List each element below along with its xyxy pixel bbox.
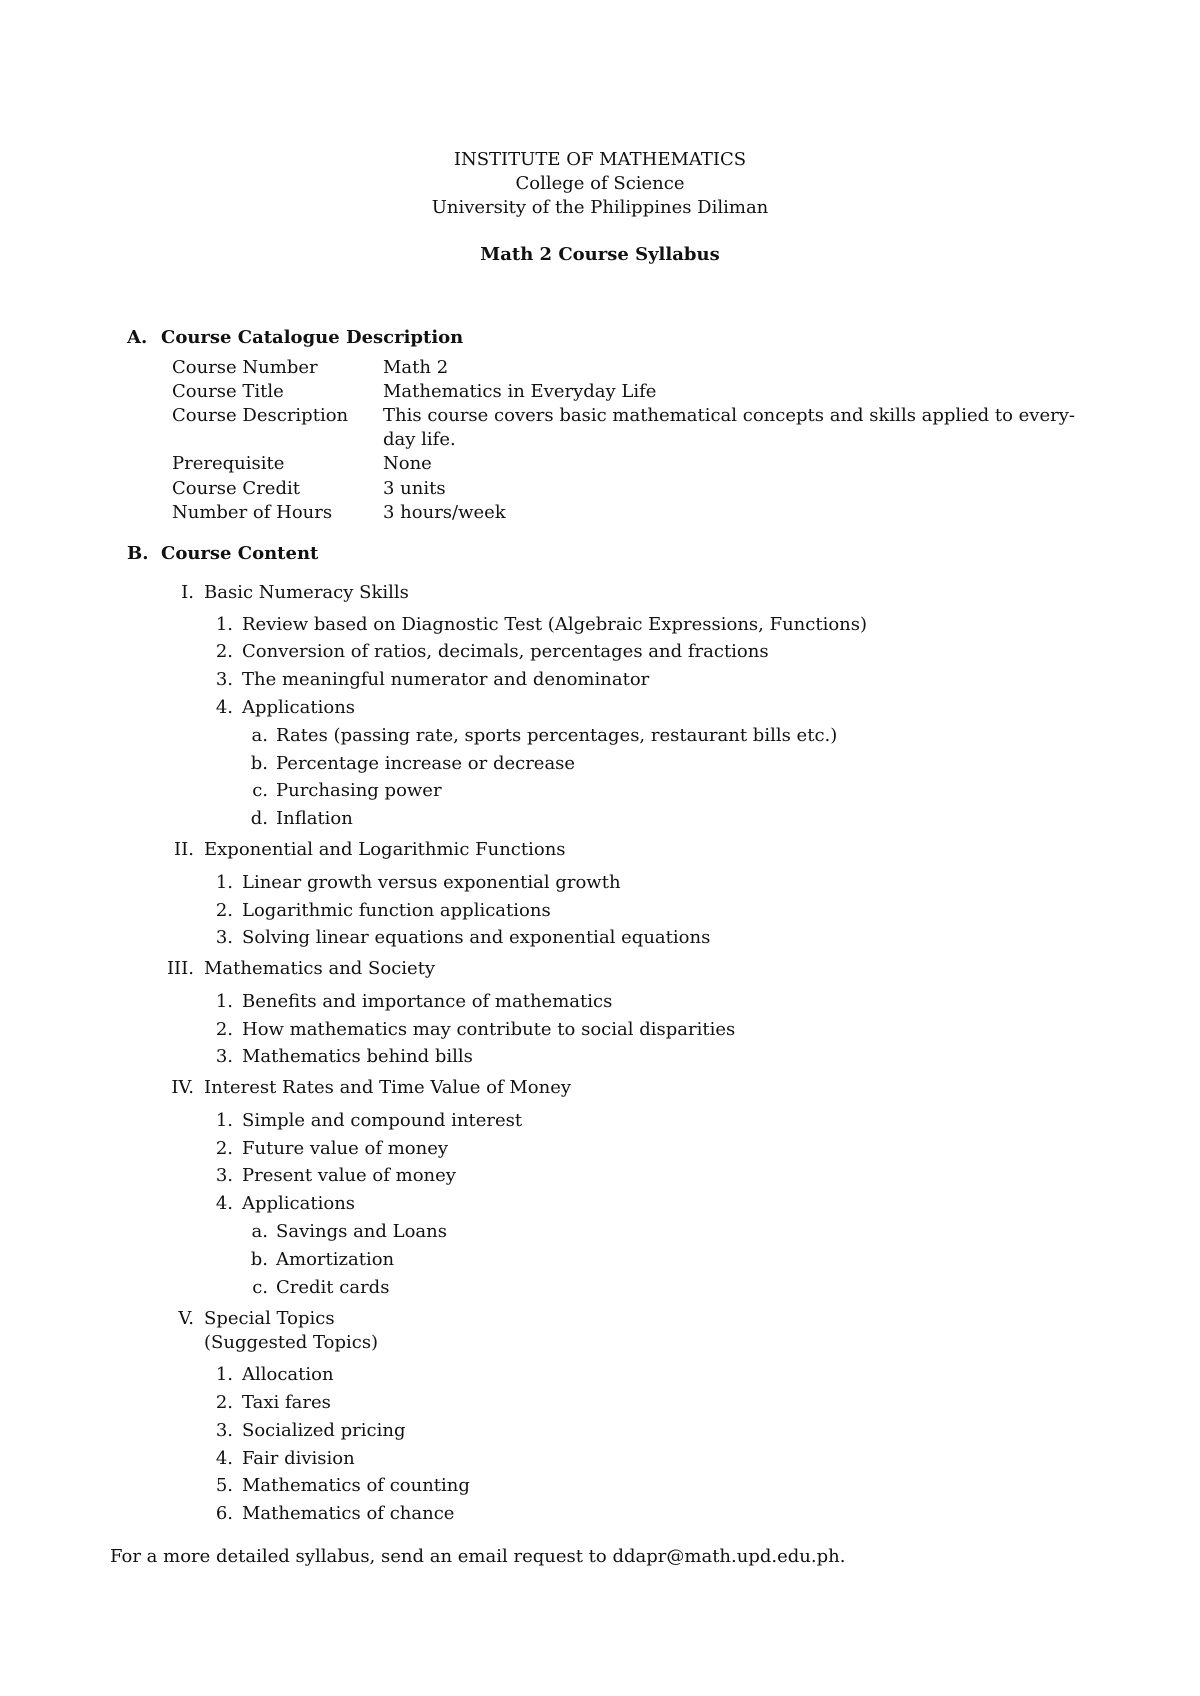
topic-numeral: I. [181, 582, 194, 603]
topic-subtitle: (Suggested Topics) [204, 1332, 379, 1353]
sub-list-item: Inflation [276, 808, 353, 829]
row-value: 3 hours/week [383, 502, 506, 523]
sub-list-item: Percentage increase or decrease [276, 753, 576, 774]
list-item: Benefits and importance of mathematics [242, 991, 613, 1012]
item-number: 1. [215, 614, 233, 635]
item-number: 3. [215, 669, 233, 690]
row-label: Course Title [172, 381, 284, 402]
list-item: Fair division [242, 1448, 355, 1469]
item-number: 2. [215, 900, 233, 921]
list-item: Mathematics behind bills [242, 1046, 473, 1067]
topic-title: Interest Rates and Time Value of Money [204, 1077, 572, 1098]
section-a-heading: Course Catalogue Description [161, 327, 464, 348]
list-item: Applications [242, 1193, 356, 1214]
list-item: The meaningful numerator and denominator [242, 669, 650, 690]
item-number: 6. [215, 1503, 233, 1524]
institute-name: INSTITUTE OF MATHEMATICS [453, 149, 747, 170]
item-number: 3. [215, 1420, 233, 1441]
item-number: 4. [215, 1193, 233, 1214]
section-a-letter: A. [127, 327, 148, 348]
section-b-heading: Course Content [161, 543, 319, 564]
list-item: Logarithmic function applications [242, 900, 551, 921]
subitem-letter: b. [250, 753, 268, 774]
row-value: 3 units [383, 478, 446, 499]
topic-title: Basic Numeracy Skills [204, 582, 409, 603]
section-b-letter: B. [127, 543, 149, 564]
row-label: Course Number [172, 357, 318, 378]
item-number: 1. [215, 1364, 233, 1385]
row-value: This course covers basic mathematical concepts and skills applied to every- [383, 405, 1075, 426]
document-title: Math 2 Course Syllabus [480, 244, 720, 265]
list-item: Taxi fares [242, 1392, 331, 1413]
item-number: 2. [215, 1392, 233, 1413]
footer-suffix: . [839, 1546, 846, 1567]
list-item: Review based on Diagnostic Test (Algebraic Expressions, Functions) [242, 614, 868, 635]
topic-numeral: III. [166, 958, 194, 979]
list-item: Mathematics of chance [242, 1503, 455, 1524]
subitem-letter: b. [250, 1249, 268, 1270]
item-number: 3. [215, 927, 233, 948]
college-name: College of Science [515, 173, 685, 194]
row-label: Prerequisite [172, 453, 285, 474]
sub-list-item: Purchasing power [276, 780, 442, 801]
list-item: Mathematics of counting [242, 1475, 470, 1496]
list-item: Socialized pricing [242, 1420, 406, 1441]
item-number: 1. [215, 1110, 233, 1131]
footer-note [110, 1548, 845, 1566]
list-item: Present value of money [242, 1165, 456, 1186]
subitem-letter: a. [251, 1221, 268, 1242]
list-item: Future value of money [242, 1138, 449, 1159]
topic-numeral: V. [178, 1308, 194, 1329]
list-item: Conversion of ratios, decimals, percentages and fractions [242, 641, 769, 662]
sub-list-item: Amortization [276, 1249, 395, 1270]
sub-list-item: Savings and Loans [276, 1221, 447, 1242]
university-name: University of the Philippines Diliman [431, 197, 769, 218]
topic-numeral: II. [174, 839, 194, 860]
item-number: 2. [215, 1019, 233, 1040]
item-number: 4. [215, 1448, 233, 1469]
subitem-letter: d. [250, 808, 268, 829]
topic-numeral: IV. [171, 1077, 194, 1098]
row-label: Course Description [172, 405, 349, 426]
item-number: 5. [215, 1475, 233, 1496]
item-number: 2. [215, 641, 233, 662]
row-value: Mathematics in Everyday Life [383, 381, 657, 402]
subitem-letter: a. [251, 725, 268, 746]
sub-list-item: Rates (passing rate, sports percentages, restaurant bills etc.) [276, 725, 838, 746]
subitem-letter: c. [252, 1277, 268, 1298]
row-label: Number of Hours [172, 502, 333, 523]
list-item: Solving linear equations and exponential equations [242, 927, 711, 948]
item-number: 3. [215, 1165, 233, 1186]
item-number: 1. [215, 991, 233, 1012]
topic-title: Exponential and Logarithmic Functions [204, 839, 566, 860]
subitem-letter: c. [252, 780, 268, 801]
row-value: Math 2 [383, 357, 449, 378]
item-number: 4. [215, 697, 233, 718]
topic-title: Mathematics and Society [204, 958, 436, 979]
row-value-continued: day life. [383, 429, 456, 450]
list-item: How mathematics may contribute to social disparities [242, 1019, 736, 1040]
list-item: Applications [242, 697, 356, 718]
row-value: None [383, 453, 432, 474]
sub-list-item: Credit cards [276, 1277, 390, 1298]
footer-prefix: For a more detailed syllabus, send an email request to [110, 1546, 613, 1567]
list-item: Linear growth versus exponential growth [242, 872, 621, 893]
item-number: 3. [215, 1046, 233, 1067]
list-item: Allocation [242, 1364, 334, 1385]
email-link[interactable]: ddapr@math.upd.edu.ph [612, 1546, 840, 1567]
item-number: 2. [215, 1138, 233, 1159]
list-item: Simple and compound interest [242, 1110, 523, 1131]
item-number: 1. [215, 872, 233, 893]
topic-title: Special Topics [204, 1308, 335, 1329]
row-label: Course Credit [172, 478, 300, 499]
